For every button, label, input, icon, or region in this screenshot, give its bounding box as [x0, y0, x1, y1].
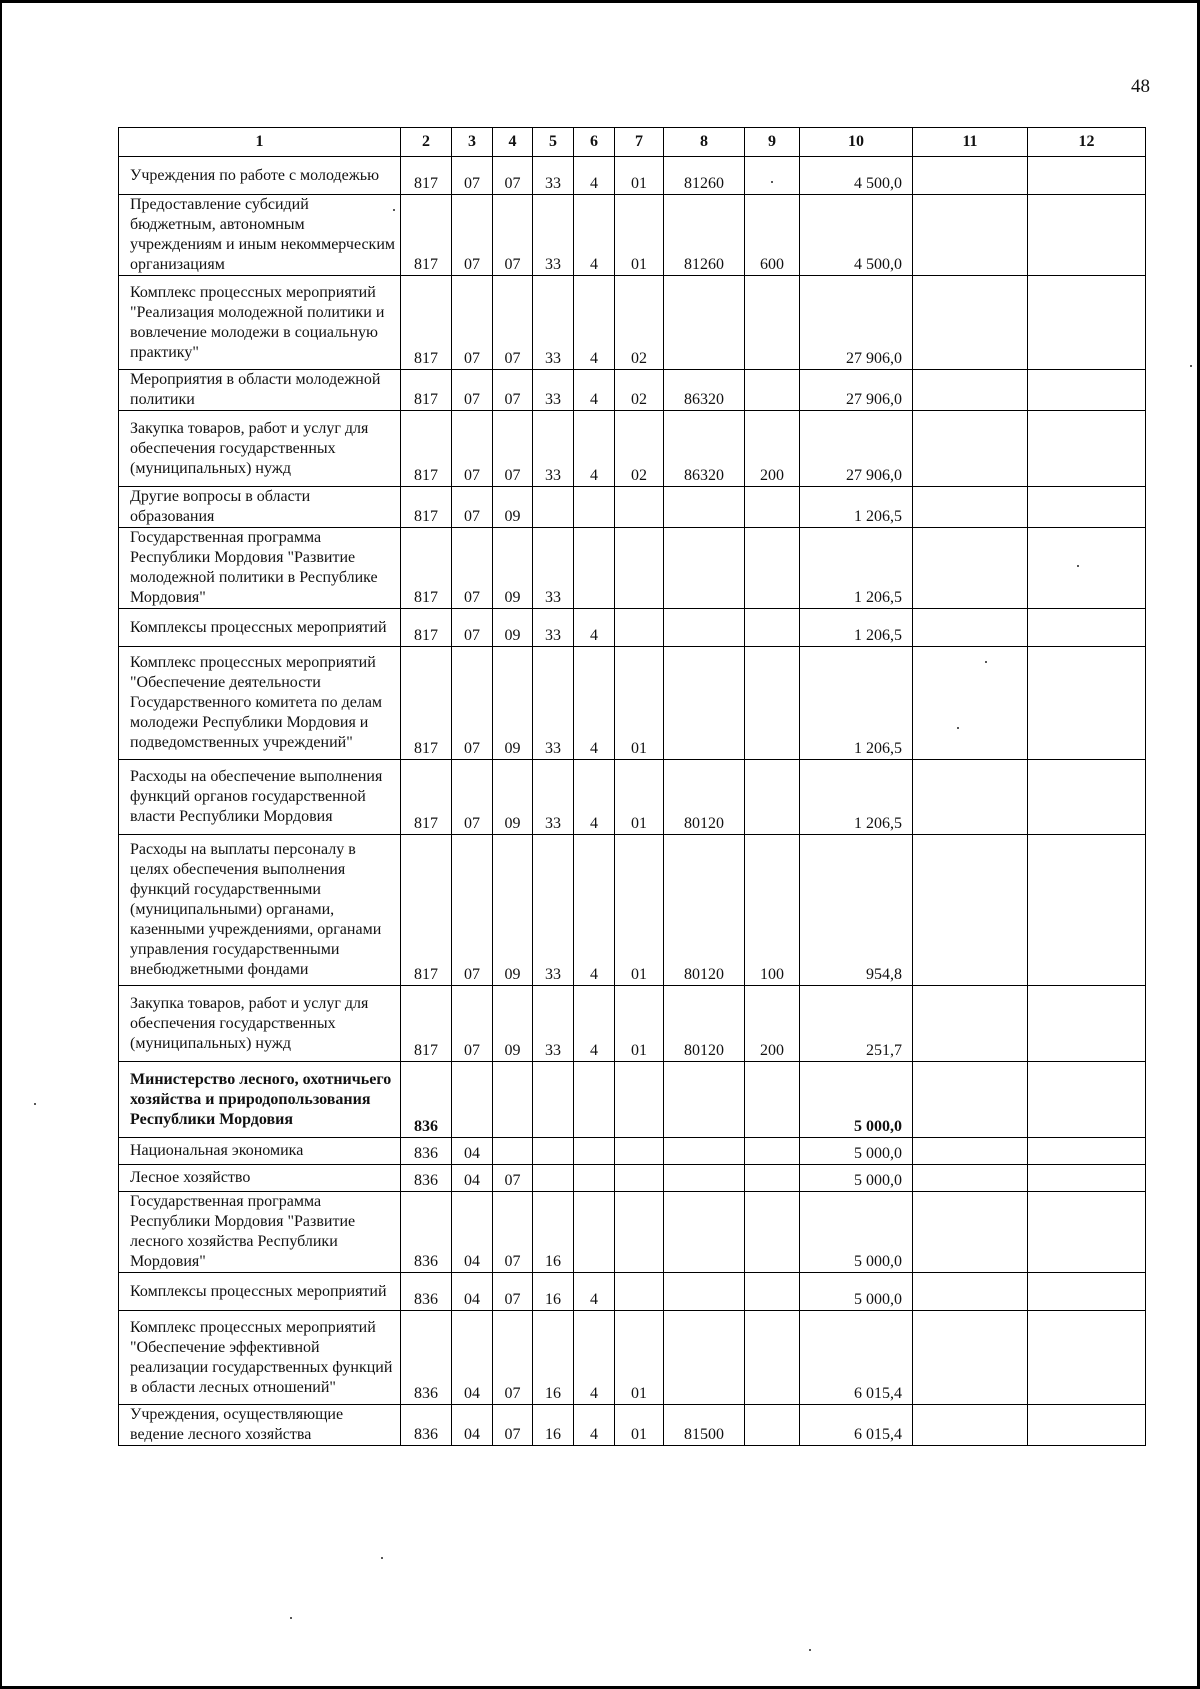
column-11-cell [913, 528, 1028, 609]
amount-cell: 5 000,0 [800, 1273, 913, 1311]
amount-cell: 27 906,0 [800, 276, 913, 370]
expense-type-cell [745, 370, 800, 411]
program-type-cell: 4 [574, 986, 615, 1062]
header-cell-1: 1 [119, 128, 401, 157]
table-row [119, 411, 1146, 487]
table-row [119, 370, 1146, 411]
amount-cell: 27 906,0 [800, 411, 913, 487]
table-row [119, 760, 1146, 835]
section-cell: 07 [452, 487, 493, 528]
structure-element-cell: 01 [615, 1311, 664, 1405]
amount-cell: 6 015,4 [800, 1405, 913, 1446]
row-name-cell: Расходы на обеспечение выполнения функций органов государственной власти Республики Мордовия [119, 760, 401, 835]
structure-element-cell: 01 [615, 647, 664, 760]
column-11-cell [913, 647, 1028, 760]
column-11-cell [913, 760, 1028, 835]
page-number: 48 [1131, 76, 1150, 97]
subsection-cell: 07 [493, 157, 533, 195]
section-cell: 07 [452, 609, 493, 647]
column-11-cell [913, 609, 1028, 647]
row-name-cell: Предоставление субсидий бюджетным, автономным учреждениям и иным некоммерческим организациям [119, 195, 401, 276]
expense-type-cell [745, 647, 800, 760]
row-name-cell: Комплекс процессных мероприятий "Обеспечение деятельности Государственного комитета по делам молодежи Республики Мордовия и подведомственных учреждений" [119, 647, 401, 760]
program-cell: 33 [533, 195, 574, 276]
direction-code-cell [664, 1192, 745, 1273]
amount-cell: 27 906,0 [800, 370, 913, 411]
ministry-code-cell: 817 [401, 760, 452, 835]
row-name-cell: Комплексы процессных мероприятий [119, 609, 401, 647]
direction-code-cell [664, 1273, 745, 1311]
direction-code-cell [664, 1165, 745, 1192]
column-12-cell [1028, 195, 1146, 276]
structure-element-cell: 01 [615, 835, 664, 986]
structure-element-cell: 02 [615, 411, 664, 487]
expense-type-cell [745, 760, 800, 835]
expense-type-cell [745, 1165, 800, 1192]
table-row [119, 1165, 1146, 1192]
amount-cell: 5 000,0 [800, 1192, 913, 1273]
header-cell-3: 3 [452, 128, 493, 157]
table-row [119, 1311, 1146, 1405]
program-type-cell [574, 1192, 615, 1273]
column-11-cell [913, 1273, 1028, 1311]
amount-cell: 5 000,0 [800, 1062, 913, 1138]
subsection-cell: 09 [493, 609, 533, 647]
row-name-cell: Мероприятия в области молодежной политики [119, 370, 401, 411]
program-cell: 16 [533, 1311, 574, 1405]
header-cell-11: 11 [913, 128, 1028, 157]
column-12-cell [1028, 1165, 1146, 1192]
structure-element-cell [615, 1138, 664, 1165]
program-cell [533, 1165, 574, 1192]
direction-code-cell [664, 487, 745, 528]
structure-element-cell [615, 1062, 664, 1138]
table-row [119, 1062, 1146, 1138]
header-cell-6: 6 [574, 128, 615, 157]
expense-type-cell: 600 [745, 195, 800, 276]
program-type-cell: 4 [574, 157, 615, 195]
program-type-cell: 4 [574, 1311, 615, 1405]
column-12-cell [1028, 647, 1146, 760]
column-12-cell [1028, 1405, 1146, 1446]
program-cell [533, 1138, 574, 1165]
row-name-cell: Министерство лесного, охотничьего хозяйства и природопользования Республики Мордовия [119, 1062, 401, 1138]
section-cell: 04 [452, 1165, 493, 1192]
scan-speck [1190, 365, 1192, 367]
row-name-cell: Закупка товаров, работ и услуг для обеспечения государственных (муниципальных) нужд [119, 411, 401, 487]
amount-cell: 1 206,5 [800, 647, 913, 760]
structure-element-cell [615, 609, 664, 647]
expense-type-cell [745, 1062, 800, 1138]
column-12-cell [1028, 609, 1146, 647]
column-12-cell [1028, 487, 1146, 528]
direction-code-cell [664, 528, 745, 609]
expense-type-cell [745, 1138, 800, 1165]
table-body [119, 128, 1146, 1446]
column-12-cell [1028, 528, 1146, 609]
expense-type-cell [745, 1273, 800, 1311]
amount-cell: 5 000,0 [800, 1165, 913, 1192]
column-11-cell [913, 370, 1028, 411]
row-name-cell: Расходы на выплаты персоналу в целях обеспечения выполнения функций государственными (муниципальными) органами, казенными учреждениями, органами управления государственными внебюджетными фондами [119, 835, 401, 986]
subsection-cell [493, 1138, 533, 1165]
subsection-cell: 09 [493, 986, 533, 1062]
section-cell: 04 [452, 1273, 493, 1311]
column-12-cell [1028, 986, 1146, 1062]
program-cell: 16 [533, 1192, 574, 1273]
program-cell: 33 [533, 528, 574, 609]
program-cell: 33 [533, 276, 574, 370]
column-12-cell [1028, 1192, 1146, 1273]
program-cell: 33 [533, 835, 574, 986]
column-11-cell [913, 195, 1028, 276]
program-cell: 33 [533, 370, 574, 411]
ministry-code-cell: 836 [401, 1138, 452, 1165]
amount-cell: 5 000,0 [800, 1138, 913, 1165]
section-cell: 07 [452, 411, 493, 487]
section-cell: 07 [452, 528, 493, 609]
structure-element-cell [615, 1165, 664, 1192]
subsection-cell: 09 [493, 528, 533, 609]
subsection-cell: 07 [493, 195, 533, 276]
structure-element-cell: 01 [615, 195, 664, 276]
column-12-cell [1028, 276, 1146, 370]
column-12-cell [1028, 370, 1146, 411]
column-11-cell [913, 1062, 1028, 1138]
amount-cell: 1 206,5 [800, 528, 913, 609]
column-11-cell [913, 1311, 1028, 1405]
direction-code-cell: 81260 [664, 157, 745, 195]
section-cell: 04 [452, 1405, 493, 1446]
program-type-cell: 4 [574, 835, 615, 986]
column-11-cell [913, 487, 1028, 528]
header-row [119, 128, 1146, 157]
program-cell: 33 [533, 986, 574, 1062]
direction-code-cell: 81500 [664, 1405, 745, 1446]
column-12-cell [1028, 1138, 1146, 1165]
column-11-cell [913, 1405, 1028, 1446]
ministry-code-cell: 817 [401, 195, 452, 276]
ministry-code-cell: 836 [401, 1192, 452, 1273]
table-row [119, 609, 1146, 647]
scan-speck [985, 661, 987, 663]
row-name-cell: Комплекс процессных мероприятий "Обеспечение эффективной реализации государственных функций в области лесных отношений" [119, 1311, 401, 1405]
program-cell: 33 [533, 647, 574, 760]
direction-code-cell: 86320 [664, 411, 745, 487]
table-row [119, 1138, 1146, 1165]
program-cell: 33 [533, 411, 574, 487]
direction-code-cell: 80120 [664, 986, 745, 1062]
section-cell: 07 [452, 157, 493, 195]
program-type-cell: 4 [574, 647, 615, 760]
direction-code-cell [664, 647, 745, 760]
header-cell-9: 9 [745, 128, 800, 157]
section-cell [452, 1062, 493, 1138]
row-name-cell: Государственная программа Республики Мордовия "Развитие лесного хозяйства Республики Мордовия" [119, 1192, 401, 1273]
ministry-code-cell: 817 [401, 835, 452, 986]
program-cell [533, 487, 574, 528]
row-name-cell: Комплексы процессных мероприятий [119, 1273, 401, 1311]
amount-cell: 954,8 [800, 835, 913, 986]
row-name-cell: Учреждения, осуществляющие ведение лесного хозяйства [119, 1405, 401, 1446]
row-name-cell: Закупка товаров, работ и услуг для обеспечения государственных (муниципальных) нужд [119, 986, 401, 1062]
column-12-cell [1028, 835, 1146, 986]
direction-code-cell: 80120 [664, 835, 745, 986]
table-row [119, 528, 1146, 609]
structure-element-cell [615, 1192, 664, 1273]
ministry-code-cell: 817 [401, 647, 452, 760]
expense-type-cell [745, 609, 800, 647]
table-row [119, 1192, 1146, 1273]
budget-table [118, 127, 1146, 1446]
program-cell [533, 1062, 574, 1138]
direction-code-cell: 86320 [664, 370, 745, 411]
subsection-cell: 07 [493, 370, 533, 411]
program-type-cell [574, 1138, 615, 1165]
scan-speck [290, 1617, 292, 1619]
direction-code-cell [664, 276, 745, 370]
section-cell: 07 [452, 195, 493, 276]
row-name-cell: Лесное хозяйство [119, 1165, 401, 1192]
section-cell: 07 [452, 835, 493, 986]
subsection-cell: 09 [493, 647, 533, 760]
subsection-cell: 09 [493, 835, 533, 986]
structure-element-cell: 02 [615, 276, 664, 370]
direction-code-cell: 80120 [664, 760, 745, 835]
row-name-cell: Комплекс процессных мероприятий "Реализация молодежной политики и вовлечение молодежи в социальную практику" [119, 276, 401, 370]
expense-type-cell [745, 1311, 800, 1405]
ministry-code-cell: 836 [401, 1273, 452, 1311]
header-cell-8: 8 [664, 128, 745, 157]
program-cell: 16 [533, 1273, 574, 1311]
amount-cell: 1 206,5 [800, 609, 913, 647]
column-11-cell [913, 835, 1028, 986]
program-type-cell: 4 [574, 370, 615, 411]
subsection-cell: 07 [493, 1192, 533, 1273]
direction-code-cell [664, 1062, 745, 1138]
column-12-cell [1028, 1062, 1146, 1138]
ministry-code-cell: 836 [401, 1311, 452, 1405]
header-cell-4: 4 [493, 128, 533, 157]
column-11-cell [913, 276, 1028, 370]
table-row [119, 1405, 1146, 1446]
program-type-cell [574, 528, 615, 609]
program-cell: 33 [533, 609, 574, 647]
column-11-cell [913, 411, 1028, 487]
row-name-cell: Национальная экономика [119, 1138, 401, 1165]
program-type-cell: 4 [574, 195, 615, 276]
expense-type-cell: 200 [745, 411, 800, 487]
column-12-cell [1028, 411, 1146, 487]
table-row [119, 1273, 1146, 1311]
direction-code-cell [664, 1138, 745, 1165]
subsection-cell: 09 [493, 760, 533, 835]
section-cell: 07 [452, 276, 493, 370]
program-cell: 16 [533, 1405, 574, 1446]
table-row [119, 835, 1146, 986]
amount-cell: 1 206,5 [800, 760, 913, 835]
header-cell-2: 2 [401, 128, 452, 157]
column-12-cell [1028, 157, 1146, 195]
section-cell: 07 [452, 760, 493, 835]
structure-element-cell: 01 [615, 157, 664, 195]
subsection-cell: 07 [493, 1405, 533, 1446]
table-row [119, 487, 1146, 528]
scan-speck [1077, 565, 1079, 567]
header-cell-5: 5 [533, 128, 574, 157]
row-name-cell: Государственная программа Республики Мордовия "Развитие молодежной политики в Республике Мордовия" [119, 528, 401, 609]
ministry-code-cell: 817 [401, 528, 452, 609]
column-11-cell [913, 157, 1028, 195]
table-row [119, 157, 1146, 195]
amount-cell: 1 206,5 [800, 487, 913, 528]
header-cell-10: 10 [800, 128, 913, 157]
structure-element-cell: 01 [615, 1405, 664, 1446]
column-11-cell [913, 1165, 1028, 1192]
column-12-cell [1028, 760, 1146, 835]
expense-type-cell [745, 1405, 800, 1446]
ministry-code-cell: 817 [401, 276, 452, 370]
ministry-code-cell: 817 [401, 157, 452, 195]
program-cell: 33 [533, 157, 574, 195]
direction-code-cell: 81260 [664, 195, 745, 276]
expense-type-cell [745, 528, 800, 609]
header-cell-7: 7 [615, 128, 664, 157]
program-type-cell [574, 1165, 615, 1192]
program-type-cell: 4 [574, 609, 615, 647]
ministry-code-cell: 836 [401, 1405, 452, 1446]
expense-type-cell: 100 [745, 835, 800, 986]
column-11-cell [913, 986, 1028, 1062]
ministry-code-cell: 836 [401, 1165, 452, 1192]
scan-speck [34, 1103, 36, 1105]
subsection-cell [493, 1062, 533, 1138]
subsection-cell: 07 [493, 1311, 533, 1405]
section-cell: 04 [452, 1311, 493, 1405]
scan-speck [957, 727, 959, 729]
expense-type-cell [745, 276, 800, 370]
program-type-cell: 4 [574, 411, 615, 487]
direction-code-cell [664, 609, 745, 647]
table-row [119, 276, 1146, 370]
row-name-cell: Другие вопросы в области образования [119, 487, 401, 528]
program-type-cell: 4 [574, 276, 615, 370]
scan-speck [381, 1557, 383, 1559]
table-row [119, 647, 1146, 760]
structure-element-cell [615, 1273, 664, 1311]
expense-type-cell: 200 [745, 986, 800, 1062]
ministry-code-cell: 817 [401, 609, 452, 647]
program-type-cell: 4 [574, 1405, 615, 1446]
subsection-cell: 07 [493, 276, 533, 370]
direction-code-cell [664, 1311, 745, 1405]
structure-element-cell: 01 [615, 986, 664, 1062]
row-name-cell: Учреждения по работе с молодежью [119, 157, 401, 195]
expense-type-cell [745, 1192, 800, 1273]
structure-element-cell: 01 [615, 760, 664, 835]
amount-cell: 6 015,4 [800, 1311, 913, 1405]
subsection-cell: 07 [493, 1165, 533, 1192]
section-cell: 07 [452, 986, 493, 1062]
table-row [119, 986, 1146, 1062]
scan-speck [393, 209, 395, 211]
structure-element-cell: 02 [615, 370, 664, 411]
structure-element-cell [615, 528, 664, 609]
header-cell-12: 12 [1028, 128, 1146, 157]
ministry-code-cell: 817 [401, 487, 452, 528]
expense-type-cell [745, 157, 800, 195]
ministry-code-cell: 836 [401, 1062, 452, 1138]
program-type-cell [574, 487, 615, 528]
amount-cell: 4 500,0 [800, 195, 913, 276]
ministry-code-cell: 817 [401, 411, 452, 487]
column-12-cell [1028, 1273, 1146, 1311]
expense-type-cell [745, 487, 800, 528]
scan-speck [809, 1649, 811, 1651]
ministry-code-cell: 817 [401, 370, 452, 411]
column-11-cell [913, 1192, 1028, 1273]
column-11-cell [913, 1138, 1028, 1165]
section-cell: 04 [452, 1192, 493, 1273]
column-12-cell [1028, 1311, 1146, 1405]
section-cell: 07 [452, 370, 493, 411]
program-type-cell: 4 [574, 1273, 615, 1311]
amount-cell: 251,7 [800, 986, 913, 1062]
subsection-cell: 09 [493, 487, 533, 528]
table-row [119, 195, 1146, 276]
program-cell: 33 [533, 760, 574, 835]
program-type-cell [574, 1062, 615, 1138]
amount-cell: 4 500,0 [800, 157, 913, 195]
program-type-cell: 4 [574, 760, 615, 835]
ministry-code-cell: 817 [401, 986, 452, 1062]
section-cell: 07 [452, 647, 493, 760]
subsection-cell: 07 [493, 1273, 533, 1311]
subsection-cell: 07 [493, 411, 533, 487]
structure-element-cell [615, 487, 664, 528]
section-cell: 04 [452, 1138, 493, 1165]
scan-speck [771, 181, 773, 183]
